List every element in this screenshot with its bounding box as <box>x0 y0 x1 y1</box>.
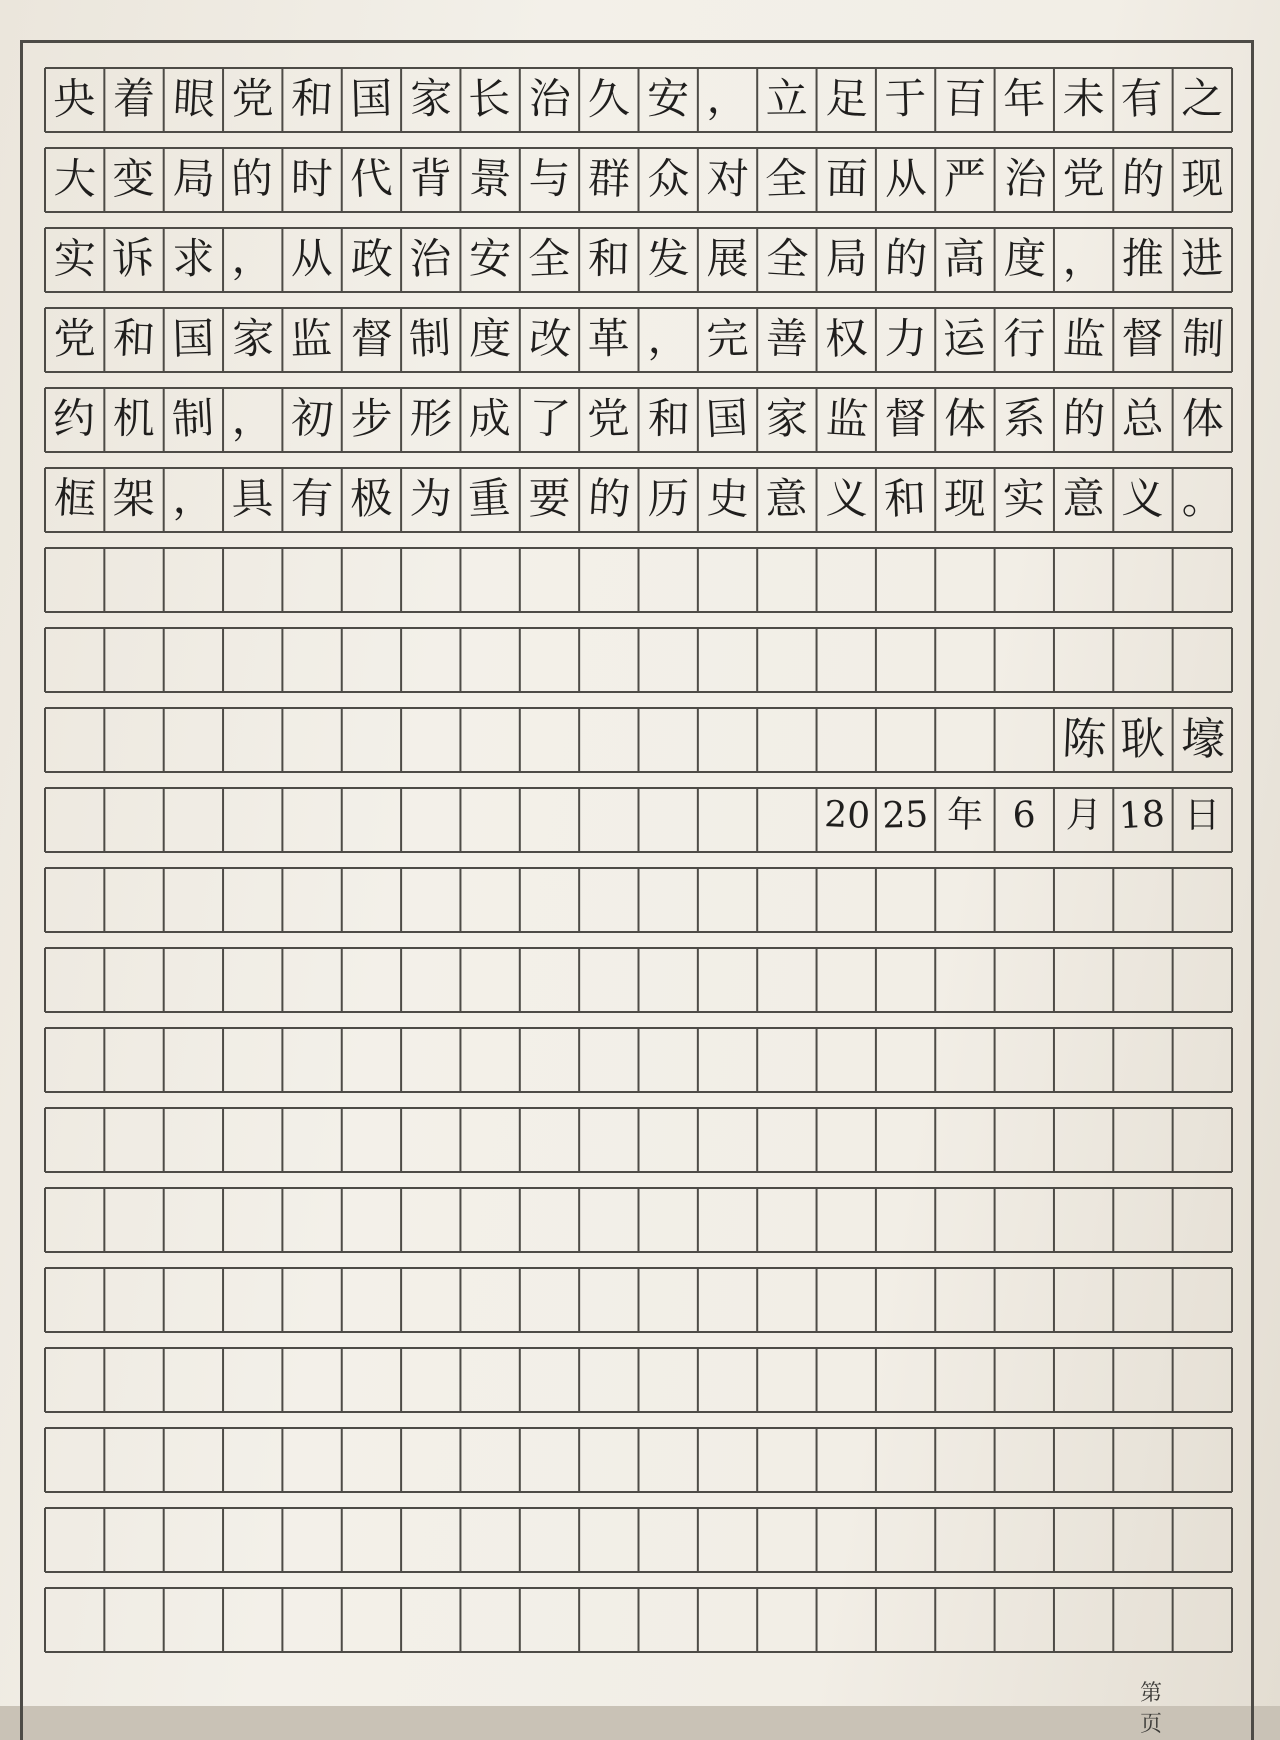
essay-char: 约 <box>52 393 97 444</box>
essay-char: 党 <box>1062 153 1105 204</box>
essay-char: 的 <box>587 472 632 525</box>
essay-char: 景 <box>468 152 514 205</box>
essay-char: 框 <box>52 472 98 525</box>
essay-char: 监 <box>824 392 870 445</box>
essay-char: 变 <box>112 153 156 204</box>
essay-char: 全 <box>526 233 571 284</box>
date-char: 18 <box>1118 793 1167 838</box>
essay-char: 系 <box>1002 393 1046 444</box>
essay-char: 体 <box>1181 393 1224 444</box>
essay-char: 面 <box>825 153 868 204</box>
essay-char: 制 <box>407 312 453 365</box>
essay-char: 的 <box>884 233 929 284</box>
essay-char: 制 <box>170 392 216 445</box>
essay-char: 有 <box>1119 72 1165 125</box>
essay-char: 改 <box>527 312 573 365</box>
essay-char: 安 <box>468 233 513 284</box>
essay-char: 与 <box>527 153 571 204</box>
essay-char: 局 <box>171 153 216 204</box>
essay-char: 义 <box>1121 472 1166 525</box>
date-char: 20 <box>823 794 871 837</box>
essay-char: 政 <box>349 233 394 284</box>
essay-char: 严 <box>943 154 986 203</box>
essay-char: 代 <box>348 152 394 205</box>
essay-char: 意 <box>1062 474 1105 523</box>
essay-char: 众 <box>646 153 690 204</box>
essay-char: 家 <box>765 394 808 443</box>
essay-char: 时 <box>290 153 334 204</box>
essay-char: 监 <box>289 313 334 364</box>
essay-char: 于 <box>883 73 927 124</box>
essay-char: 眼 <box>171 72 217 125</box>
essay-char: 总 <box>1120 393 1165 444</box>
essay-char: 展 <box>706 234 749 283</box>
essay-char: 。 <box>1180 473 1224 524</box>
essay-char: 诉 <box>111 232 156 285</box>
essay-char: 初 <box>290 392 336 445</box>
signature-char: 陈 <box>1061 713 1108 766</box>
essay-char: 史 <box>705 473 751 524</box>
essay-char: 立 <box>765 73 809 124</box>
page-footer <box>1140 1676 1280 1738</box>
essay-char: 督 <box>350 313 393 364</box>
essay-char: 督 <box>1121 313 1165 364</box>
essay-char: 度 <box>469 314 512 363</box>
essay-char: 义 <box>824 473 869 524</box>
essay-char: 家 <box>231 313 275 364</box>
essay-char: 和 <box>646 393 690 444</box>
essay-char: 大 <box>53 153 98 204</box>
essay-char: 全 <box>764 153 809 204</box>
essay-char: 从 <box>290 233 334 284</box>
essay-char: 高 <box>942 233 987 284</box>
essay-char: 革 <box>587 313 630 364</box>
essay-char: 现 <box>1180 153 1224 204</box>
essay-char: 之 <box>1181 74 1224 123</box>
essay-char: 和 <box>883 473 928 524</box>
essay-char: 国 <box>171 313 215 364</box>
essay-char: 进 <box>1179 232 1225 285</box>
essay-char: 党 <box>586 393 631 444</box>
essay-char: 体 <box>943 393 988 444</box>
essay-char: 从 <box>882 152 928 205</box>
date-char: 6 <box>1011 794 1036 837</box>
essay-char: 了 <box>528 393 572 444</box>
essay-char: ， <box>705 72 751 125</box>
essay-char: 行 <box>1003 314 1046 363</box>
essay-char: ， <box>231 232 276 285</box>
date-char: 月 <box>1065 794 1103 837</box>
essay-char: 意 <box>764 473 809 524</box>
essay-char: 求 <box>172 234 215 283</box>
essay-char: 局 <box>824 233 868 284</box>
essay-char: 具 <box>230 473 275 524</box>
essay-char: ， <box>1061 233 1106 284</box>
essay-char: 治 <box>408 233 453 284</box>
essay-char: 善 <box>765 313 809 364</box>
signature-char: 耿 <box>1119 713 1166 766</box>
essay-char: 百 <box>943 73 987 124</box>
essay-char: 重 <box>467 472 512 525</box>
essay-char: ， <box>231 394 274 443</box>
page-label-right: 页 <box>1140 1712 1163 1737</box>
essay-char: 安 <box>647 74 690 123</box>
essay-char: 足 <box>824 73 869 124</box>
essay-char: 要 <box>528 474 571 523</box>
essay-char: 为 <box>409 473 453 524</box>
essay-char: 治 <box>528 73 571 124</box>
essay-char: 久 <box>585 72 631 125</box>
essay-char: 的 <box>230 153 275 204</box>
essay-char: 制 <box>1180 313 1225 364</box>
essay-char: 党 <box>53 313 96 364</box>
essay-char: 治 <box>1002 152 1048 205</box>
essay-char: ， <box>171 473 216 524</box>
essay-char: 历 <box>646 473 690 524</box>
essay-char: 推 <box>1121 233 1165 284</box>
essay-char: 未 <box>1062 73 1106 124</box>
date-char: 25 <box>881 794 929 837</box>
essay-char: 运 <box>941 312 987 365</box>
essay-char: 和 <box>587 233 631 284</box>
essay-char: 发 <box>645 232 690 285</box>
essay-char: ， <box>646 313 691 364</box>
essay-char: 着 <box>113 74 156 123</box>
essay-char: 央 <box>51 72 97 125</box>
essay-char: 国 <box>349 73 393 124</box>
essay-char: 度 <box>1002 233 1047 284</box>
essay-char: 背 <box>409 154 452 203</box>
essay-char: 年 <box>1001 73 1046 124</box>
essay-char: 完 <box>705 313 749 364</box>
date-char: 日 <box>1184 795 1221 836</box>
page-label-left: 第 <box>1140 1681 1163 1706</box>
essay-char: 实 <box>1001 472 1046 525</box>
essay-char: 家 <box>409 73 453 124</box>
essay-char: 全 <box>765 232 810 285</box>
essay-char: 极 <box>348 473 393 524</box>
essay-char: 和 <box>290 73 335 124</box>
essay-char: 成 <box>468 393 512 444</box>
essay-char: 群 <box>587 153 632 204</box>
signature-char: 壕 <box>1179 713 1226 766</box>
essay-char: 有 <box>290 473 335 524</box>
essay-char: 实 <box>53 233 97 284</box>
essay-char: 架 <box>112 473 156 524</box>
essay-char: 国 <box>704 392 750 445</box>
essay-char: 力 <box>884 313 928 364</box>
essay-char: 长 <box>467 73 512 124</box>
essay-char: 现 <box>943 473 987 524</box>
essay-char: 形 <box>409 393 454 444</box>
essay-char: 对 <box>706 153 750 204</box>
essay-char: 权 <box>823 313 868 364</box>
essay-char: 督 <box>884 393 927 444</box>
essay-char: 和 <box>112 313 157 364</box>
essay-char: 的 <box>1121 153 1166 204</box>
essay-char: 机 <box>112 393 156 444</box>
essay-char: 的 <box>1062 393 1106 444</box>
essay-char: 步 <box>349 393 393 444</box>
date-char: 年 <box>946 794 984 837</box>
essay-char: 监 <box>1061 312 1107 365</box>
essay-char: 党 <box>231 73 274 124</box>
